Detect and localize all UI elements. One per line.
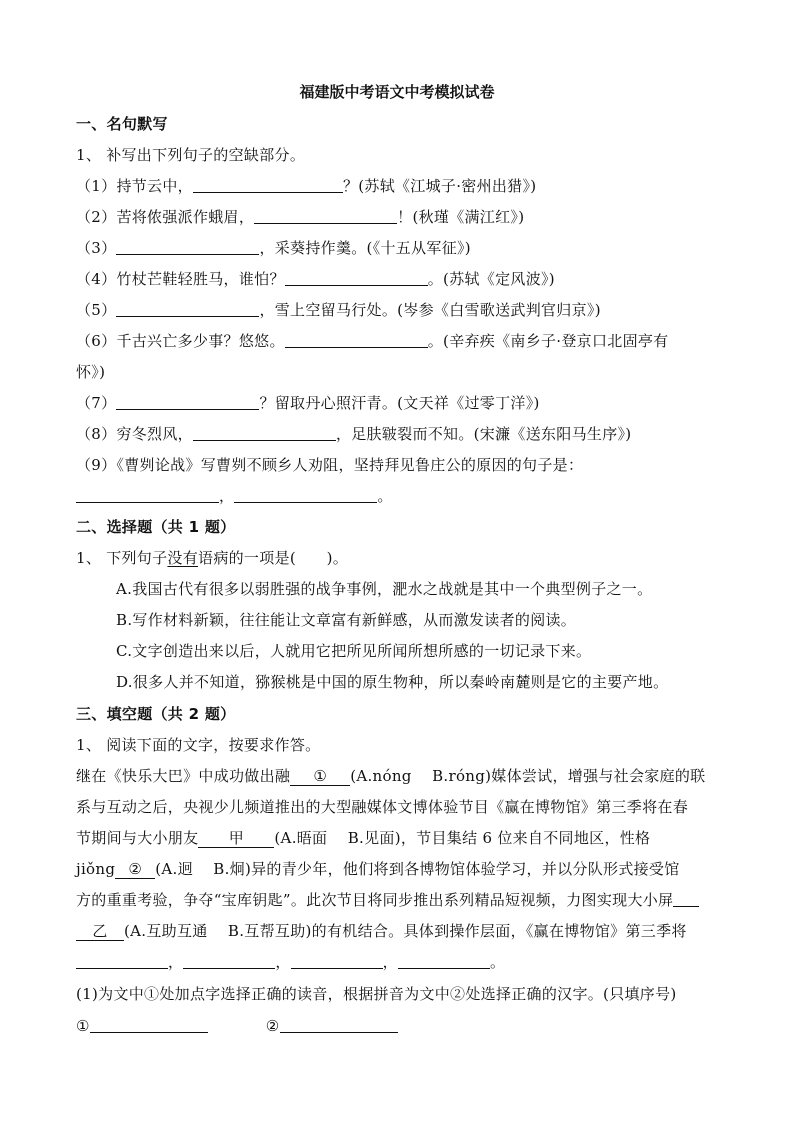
answer-blank[interactable] bbox=[183, 954, 275, 969]
sub-question: (1)为文中①处加点字选择正确的读音，根据拼音为文中②处选择正确的汉字。(只填序号) bbox=[76, 985, 677, 1003]
fill-blank-2[interactable]: ② bbox=[115, 860, 155, 879]
option-c[interactable]: C.文字创造出来以后，人就用它把所见所闻所想所感的一切记录下来。 bbox=[116, 642, 592, 660]
answer-blank[interactable] bbox=[76, 954, 168, 969]
section-heading-3: 三、填空题（共 2 题） bbox=[76, 705, 236, 723]
option-d[interactable]: D.很多人并不知道，猕猴桃是中国的原生物种，所以秦岭南麓则是它的主要产地。 bbox=[116, 673, 669, 691]
page-title: 福建版中考语文中考模拟试卷 bbox=[299, 83, 495, 101]
answer-line: ① ② bbox=[76, 1016, 398, 1036]
fill-blank-1[interactable]: ① bbox=[290, 767, 350, 786]
fill-blank-jia[interactable]: 甲 bbox=[198, 829, 274, 848]
option-b[interactable]: B.写作材料新颖，往往能让文章富有新鲜感，从而激发读者的阅读。 bbox=[116, 611, 577, 629]
answer-blank[interactable] bbox=[285, 271, 428, 286]
answer-line: ， 。 bbox=[76, 486, 393, 506]
answer-blank[interactable] bbox=[291, 954, 383, 969]
list-item: （8）穷冬烈风， ，足肤皲裂而不知。(宋濂《送东阳马生序》) bbox=[76, 425, 632, 443]
passage-line: jiǒng ② (A.迥 B.炯)异的青少年，他们将到各博物馆体验学习，并以分队形式接受馆 bbox=[76, 860, 680, 878]
list-item: （4）竹杖芒鞋轻胜马，谁怕？ 。(苏轼《定风波》) bbox=[76, 270, 555, 288]
answer-blank[interactable] bbox=[193, 178, 343, 193]
passage-line: 方的重重考验，争夺“宝库钥匙”。此次节目将同步推出系列精品短视频，力图实现大小屏 bbox=[76, 890, 699, 910]
question-stem: 1、 下列句子没有语病的一项是( )。 bbox=[76, 549, 349, 567]
answer-blank[interactable] bbox=[76, 488, 219, 503]
option-a[interactable]: A.我国古代有很多以弱胜强的战争事例，淝水之战就是其中一个典型例子之一。 bbox=[116, 580, 653, 598]
list-item-continuation: 怀》) bbox=[76, 363, 106, 381]
answer-blank-2[interactable] bbox=[280, 1018, 398, 1033]
fill-blank-yi-start[interactable] bbox=[673, 892, 699, 907]
answer-blank[interactable] bbox=[285, 333, 428, 348]
fill-blank-yi[interactable]: 乙 bbox=[76, 922, 124, 941]
section-heading-2: 二、选择题（共 1 题） bbox=[76, 518, 236, 536]
list-item: （5） ，雪上空留马行处。(岑参《白雪歌送武判官归京》) bbox=[76, 301, 601, 319]
answer-blank[interactable] bbox=[398, 954, 490, 969]
answer-blank[interactable] bbox=[116, 395, 259, 410]
answer-blank[interactable] bbox=[254, 209, 397, 224]
answer-blank[interactable] bbox=[116, 240, 259, 255]
list-item: （2）苦将侬强派作蛾眉， ！(秋瑾《满江红》) bbox=[76, 208, 525, 226]
list-item: （1）持节云中， ？(苏轼《江城子·密州出猎》) bbox=[76, 177, 537, 195]
answer-blank[interactable] bbox=[193, 426, 336, 441]
answer-line: ， ， ， 。 bbox=[76, 952, 505, 972]
answer-blank-1[interactable] bbox=[90, 1018, 208, 1033]
passage-line: 系与互动之后，央视少儿频道推出的大型融媒体文博体验节目《赢在博物馆》第三季将在春 bbox=[76, 798, 689, 816]
question-stem: 1、 补写出下列句子的空缺部分。 bbox=[76, 146, 306, 164]
question-stem: 1、 阅读下面的文字，按要求作答。 bbox=[76, 736, 321, 754]
list-item: （3） ，采葵持作羹。(《十五从军征》) bbox=[76, 239, 471, 257]
passage-line: 乙 (A.互助互通 B.互帮互助)的有机结合。具体到操作层面，《赢在博物馆》第三季将 bbox=[76, 921, 687, 941]
list-item: （9）《曹刿论战》写曹刿不顾乡人劝阻，坚持拜见鲁庄公的原因的句子是： bbox=[76, 456, 584, 474]
list-item: （7） ？留取丹心照汗青。(文天祥《过零丁洋》) bbox=[76, 394, 540, 412]
passage-line: 继在《快乐大巴》中成功做出融 ① (A.nóng B.róng)媒体尝试，增强与社会家庭的联 bbox=[76, 767, 706, 785]
list-item: （6）千古兴亡多少事？悠悠。 。(辛弃疾《南乡子·登京口北固亭有 bbox=[76, 332, 669, 350]
answer-blank[interactable] bbox=[116, 302, 259, 317]
answer-blank[interactable] bbox=[234, 488, 377, 503]
section-heading-1: 一、名句默写 bbox=[76, 115, 168, 133]
passage-line: 节期间与大小朋友 甲 (A.晤面 B.见面)，节目集结 6 位来自不同地区，性格 bbox=[76, 829, 651, 847]
